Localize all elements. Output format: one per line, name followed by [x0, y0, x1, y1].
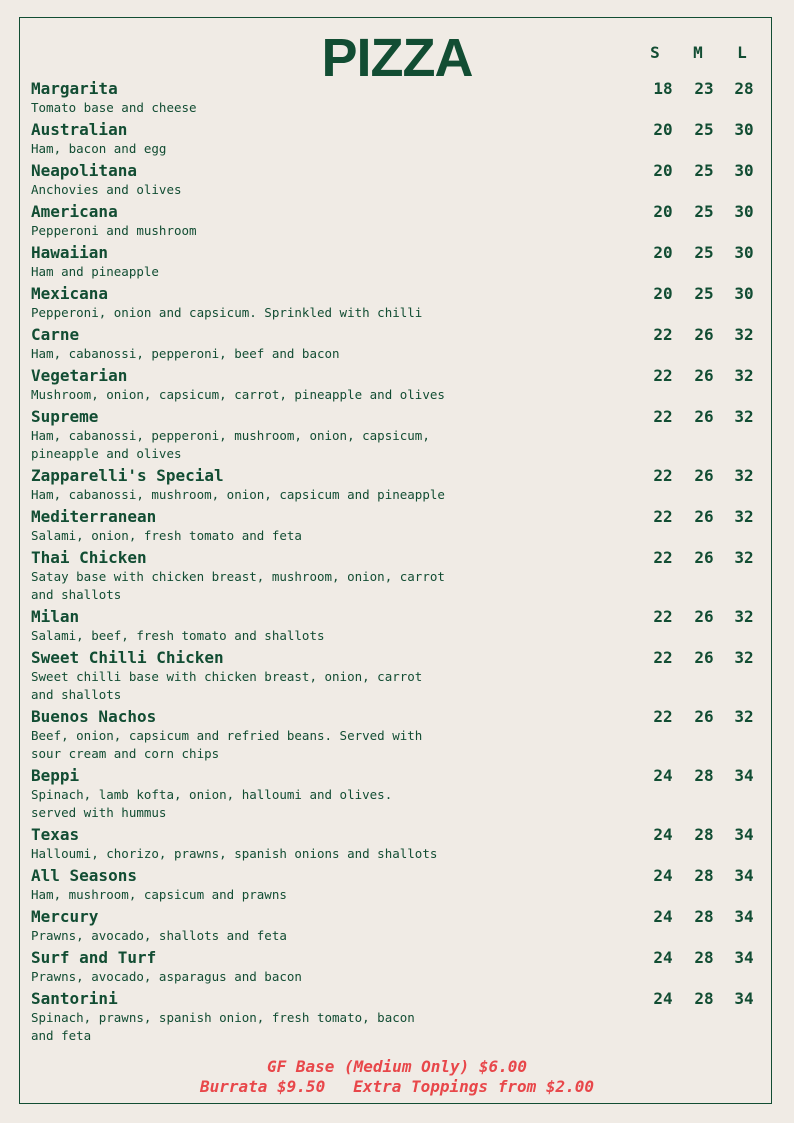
price-medium: 26: [694, 707, 714, 726]
price-small: 18: [653, 79, 673, 98]
price-small: 22: [653, 648, 673, 667]
price-large: 34: [734, 825, 754, 844]
menu-item-description: Pepperoni, onion and capsicum. Sprinkled with chilli: [31, 305, 423, 320]
menu-item-name: Texas: [31, 825, 80, 844]
menu-item-description: Ham, bacon and egg: [31, 141, 167, 156]
price-large: 28: [734, 79, 754, 98]
price-medium: 26: [694, 507, 714, 526]
price-large: 32: [734, 548, 754, 567]
price-small: 20: [653, 284, 673, 303]
menu-item-name: Zapparelli's Special: [31, 466, 224, 485]
menu-item-description: Salami, beef, fresh tomato and shallots: [31, 628, 325, 643]
price-large: 32: [734, 466, 754, 485]
menu-item-description: Halloumi, chorizo, prawns, spanish onions and shallots: [31, 846, 438, 861]
menu-item-description: Tomato base and cheese: [31, 100, 197, 115]
price-small: 24: [653, 989, 673, 1008]
menu-item: [31, 283, 766, 322]
menu-item: [31, 906, 766, 945]
price-small: 22: [653, 607, 673, 626]
price-large: 34: [734, 989, 754, 1008]
price-medium: 28: [694, 825, 714, 844]
menu-item-name: Neapolitana: [31, 161, 137, 180]
footer-burrata: Burrata $9.50: [199, 1077, 326, 1096]
menu-item-name: Supreme: [31, 407, 99, 426]
menu-item: [31, 406, 766, 463]
price-small: 20: [653, 161, 673, 180]
menu-item-description: Prawns, avocado, shallots and feta: [31, 928, 287, 943]
menu-item-name: Americana: [31, 202, 118, 221]
menu-item-description: Ham, cabanossi, pepperoni, beef and bacon: [31, 346, 340, 361]
size-header-small: S: [650, 43, 660, 62]
price-large: 30: [734, 161, 754, 180]
menu-item-name: Buenos Nachos: [31, 707, 157, 726]
price-medium: 26: [694, 466, 714, 485]
menu-item: [31, 824, 766, 863]
price-small: 20: [653, 120, 673, 139]
menu-item: [31, 606, 766, 645]
menu-item-name: Santorini: [31, 989, 118, 1008]
menu-item: [31, 465, 766, 504]
price-medium: 23: [694, 79, 714, 98]
menu-item-description: Beef, onion, capsicum and refried beans. Served with sour cream and corn chips: [31, 728, 423, 761]
price-medium: 25: [694, 202, 714, 221]
menu-item-description: Prawns, avocado, asparagus and bacon: [31, 969, 302, 984]
price-medium: 25: [694, 243, 714, 262]
price-medium: 25: [694, 284, 714, 303]
menu-item-name: Sweet Chilli Chicken: [31, 648, 224, 667]
price-large: 32: [734, 707, 754, 726]
menu-item: [31, 201, 766, 240]
price-medium: 28: [694, 948, 714, 967]
menu-item: [31, 324, 766, 363]
menu-item-name: Vegetarian: [31, 366, 128, 385]
price-small: 24: [653, 948, 673, 967]
menu-item-description: Ham, cabanossi, pepperoni, mushroom, onion, capsicum, pineapple and olives: [31, 428, 430, 461]
menu-item-description: Sweet chilli base with chicken breast, onion, carrot and shallots: [31, 669, 423, 702]
price-large: 30: [734, 120, 754, 139]
pizza-menu-list: [31, 78, 766, 1047]
price-medium: 28: [694, 907, 714, 926]
menu-item: [31, 947, 766, 986]
price-medium: 28: [694, 866, 714, 885]
menu-item: [31, 242, 766, 281]
price-medium: 26: [694, 548, 714, 567]
price-medium: 25: [694, 161, 714, 180]
menu-item-description: Anchovies and olives: [31, 182, 182, 197]
price-large: 34: [734, 766, 754, 785]
price-medium: 26: [694, 607, 714, 626]
menu-item-name: All Seasons: [31, 866, 137, 885]
price-small: 20: [653, 243, 673, 262]
page-title: PIZZA: [321, 28, 473, 88]
price-medium: 28: [694, 989, 714, 1008]
price-large: 30: [734, 243, 754, 262]
menu-item: [31, 706, 766, 763]
price-medium: 26: [694, 648, 714, 667]
size-header-medium: M: [693, 43, 703, 62]
menu-item-description: Ham, mushroom, capsicum and prawns: [31, 887, 287, 902]
price-large: 30: [734, 284, 754, 303]
price-large: 34: [734, 948, 754, 967]
menu-item-name: Beppi: [31, 766, 80, 785]
price-small: 24: [653, 825, 673, 844]
menu-item-description: Spinach, prawns, spanish onion, fresh tomato, bacon and feta: [31, 1010, 415, 1043]
footer-extras: [0, 1077, 794, 1097]
price-small: 22: [653, 366, 673, 385]
menu-item-name: Milan: [31, 607, 80, 626]
price-small: 24: [653, 866, 673, 885]
menu-item-name: Margarita: [31, 79, 118, 98]
price-large: 32: [734, 366, 754, 385]
price-medium: 26: [694, 366, 714, 385]
price-large: 32: [734, 607, 754, 626]
price-large: 32: [734, 407, 754, 426]
menu-item-description: Pepperoni and mushroom: [31, 223, 197, 238]
menu-item-description: Salami, onion, fresh tomato and feta: [31, 528, 302, 543]
menu-item-name: Mexicana: [31, 284, 109, 303]
size-header-large: L: [737, 43, 747, 62]
menu-item-name: Surf and Turf: [31, 948, 157, 967]
price-medium: 26: [694, 325, 714, 344]
price-large: 34: [734, 907, 754, 926]
menu-item-description: Spinach, lamb kofta, onion, halloumi and olives. served with hummus: [31, 787, 393, 820]
menu-item: [31, 765, 766, 822]
menu-item: [31, 865, 766, 904]
price-small: 20: [653, 202, 673, 221]
price-large: 32: [734, 648, 754, 667]
menu-item-description: Ham and pineapple: [31, 264, 159, 279]
price-small: 22: [653, 466, 673, 485]
price-large: 32: [734, 325, 754, 344]
price-medium: 25: [694, 120, 714, 139]
menu-item: [31, 547, 766, 604]
footer-extra-toppings: Extra Toppings from $2.00: [353, 1077, 595, 1096]
price-small: 22: [653, 548, 673, 567]
menu-item-name: Carne: [31, 325, 80, 344]
menu-item: [31, 506, 766, 545]
menu-item: [31, 160, 766, 199]
menu-item-description: Satay base with chicken breast, mushroom, onion, carrot and shallots: [31, 569, 445, 602]
menu-item: [31, 647, 766, 704]
menu-item-name: Mercury: [31, 907, 99, 926]
menu-item-description: Mushroom, onion, capsicum, carrot, pineapple and olives: [31, 387, 445, 402]
footer-gf-base: GF Base (Medium Only) $6.00: [266, 1057, 528, 1076]
price-medium: 26: [694, 407, 714, 426]
price-medium: 28: [694, 766, 714, 785]
price-small: 24: [653, 766, 673, 785]
menu-item: [31, 988, 766, 1045]
menu-item-name: Thai Chicken: [31, 548, 147, 567]
price-small: 24: [653, 907, 673, 926]
price-small: 22: [653, 507, 673, 526]
menu-item-description: Ham, cabanossi, mushroom, onion, capsicum and pineapple: [31, 487, 445, 502]
price-small: 22: [653, 707, 673, 726]
price-large: 32: [734, 507, 754, 526]
price-large: 30: [734, 202, 754, 221]
price-large: 34: [734, 866, 754, 885]
menu-item: [31, 365, 766, 404]
price-small: 22: [653, 407, 673, 426]
menu-item-name: Mediterranean: [31, 507, 157, 526]
menu-item-name: Hawaiian: [31, 243, 109, 262]
menu-item: [31, 78, 766, 117]
menu-item-name: Australian: [31, 120, 128, 139]
price-small: 22: [653, 325, 673, 344]
menu-item: [31, 119, 766, 158]
